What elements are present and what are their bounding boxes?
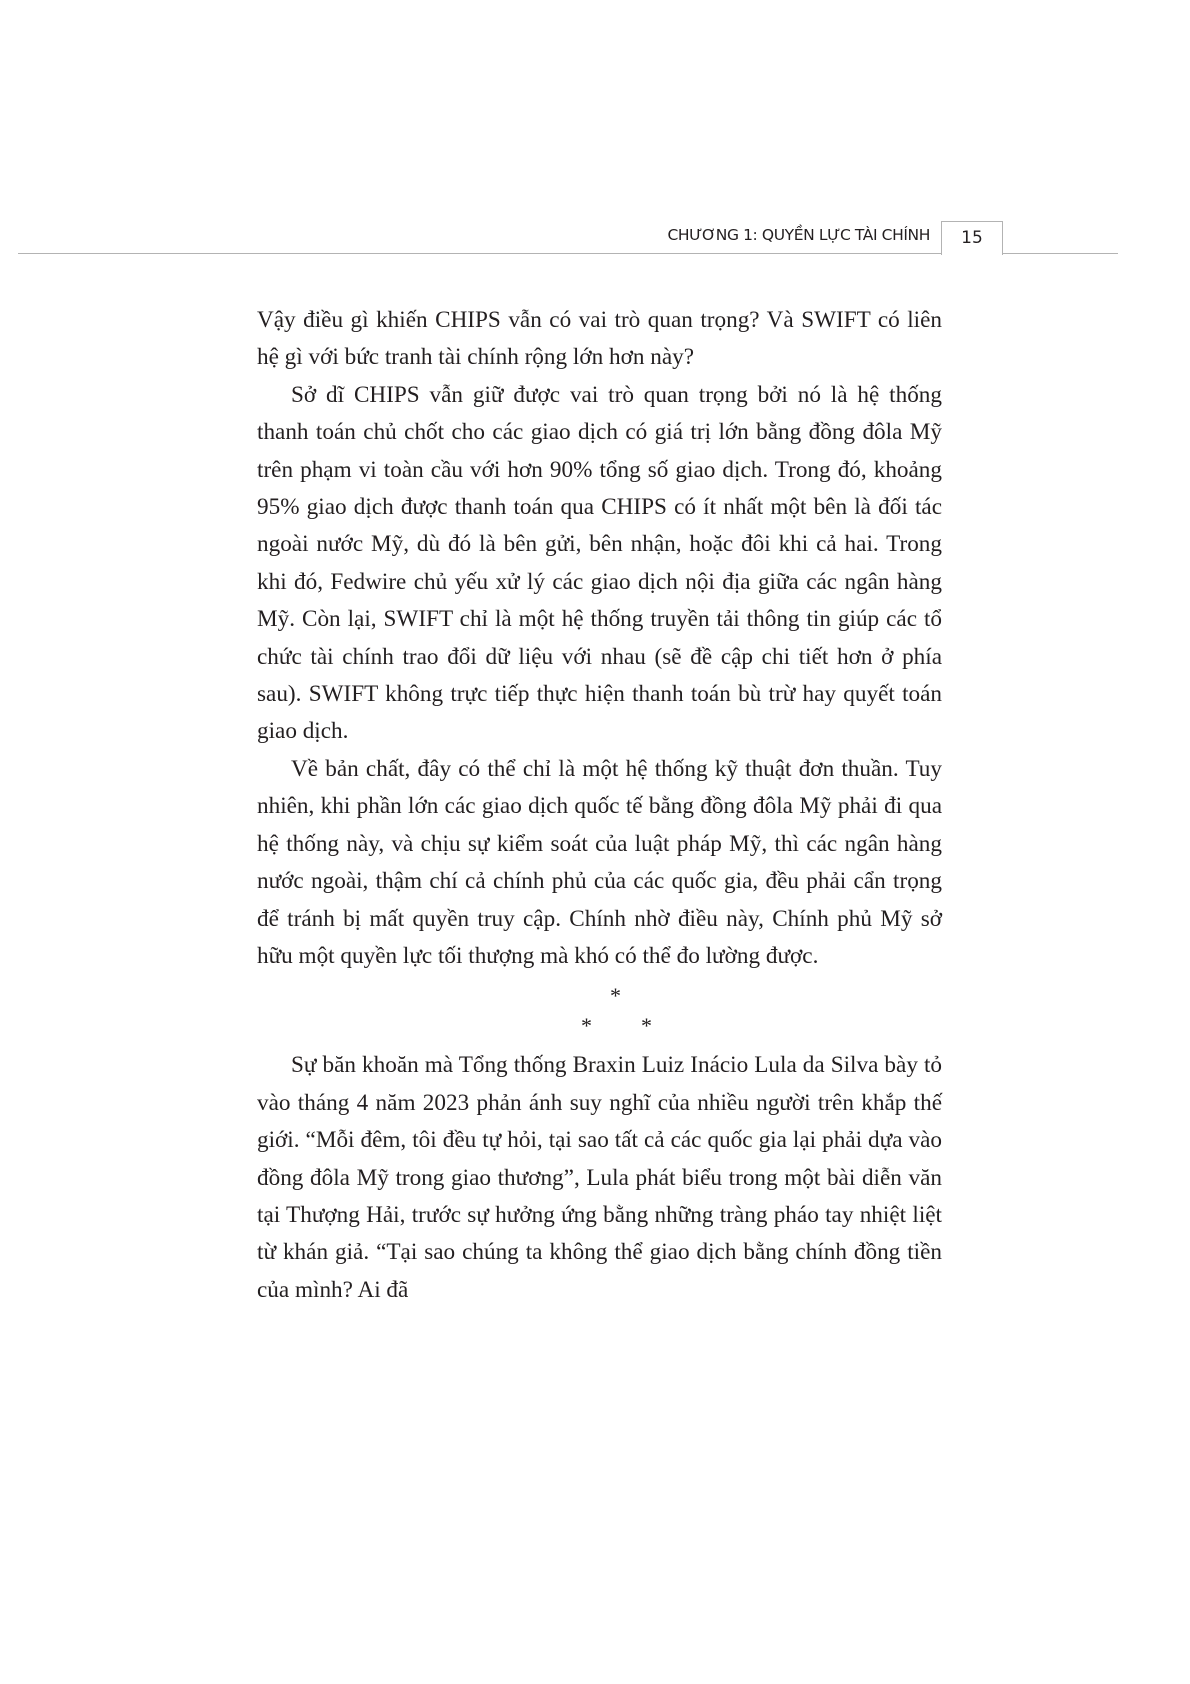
running-header-chapter-title: CHƯƠNG 1: QUYỀN LỰC TÀI CHÍNH: [667, 226, 930, 244]
body-text: [257, 302, 942, 1309]
spacer: [257, 1039, 942, 1047]
separator-star-top: *: [610, 983, 621, 1009]
paragraph-2: Sở dĩ CHIPS vẫn giữ được vai trò quan trọng bởi nó là hệ thống thanh toán chủ chốt cho các giao dịch có giá trị lớn bằng đồng đôla Mỹ trên phạm vi toàn cầu với hơn 90% tổng số giao dịch. Trong đó, khoảng 95% giao dịch được thanh toán qua CHIPS có ít nhất một bên là đối tác ngoài nước Mỹ, dù đó là bên gửi, bên nhận, hoặc đôi khi cả hai. Trong khi đó, Fedwire chủ yếu xử lý các giao dịch nội địa giữa các ngân hàng Mỹ. Còn lại, SWIFT chỉ là một hệ thống truyền tải thông tin giúp các tổ chức tài chính trao đổi dữ liệu với nhau (sẽ đề cập chi tiết hơn ở phía sau). SWIFT không trực tiếp thực hiện thanh toán bù trừ hay quyết toán giao dịch.: [257, 381, 942, 745]
separator-star-right: *: [641, 1013, 652, 1039]
section-separator: [257, 975, 942, 1039]
separator-star-left: *: [581, 1013, 592, 1039]
page-number: 15: [961, 228, 983, 248]
paragraph-3: Về bản chất, đây có thể chỉ là một hệ thống kỹ thuật đơn thuần. Tuy nhiên, khi phần lớn các giao dịch quốc tế bằng đồng đôla Mỹ phải đi qua hệ thống này, và chịu sự kiểm soát của luật pháp Mỹ, thì các ngân hàng nước ngoài, thậm chí cả chính phủ của các quốc gia, đều phải cẩn trọng để tránh bị mất quyền truy cập. Chính nhờ điều này, Chính phủ Mỹ sở hữu một quyền lực tối thượng mà khó có thể đo lường được.: [257, 755, 942, 969]
paragraph-4: Sự băn khoăn mà Tổng thống Braxin Luiz Inácio Lula da Silva bày tỏ vào tháng 4 năm 2023 phản ánh suy nghĩ của nhiều người trên khắp thế giới. “Mỗi đêm, tôi đều tự hỏi, tại sao tất cả các quốc gia lại phải dựa vào đồng đôla Mỹ trong giao thương”, Lula phát biểu trong một bài diễn văn tại Thượng Hải, trước sự hưởng ứng bằng những tràng pháo tay nhiệt liệt từ khán giả. “Tại sao chúng ta không thể giao dịch bằng chính đồng tiền của mình? Ai đã: [257, 1052, 942, 1303]
paragraph-1: Vậy điều gì khiến CHIPS vẫn có vai trò quan trọng? Và SWIFT có liên hệ gì với bức tranh tài chính rộng lớn hơn này?: [257, 307, 942, 371]
page-number-box: [941, 221, 1003, 255]
